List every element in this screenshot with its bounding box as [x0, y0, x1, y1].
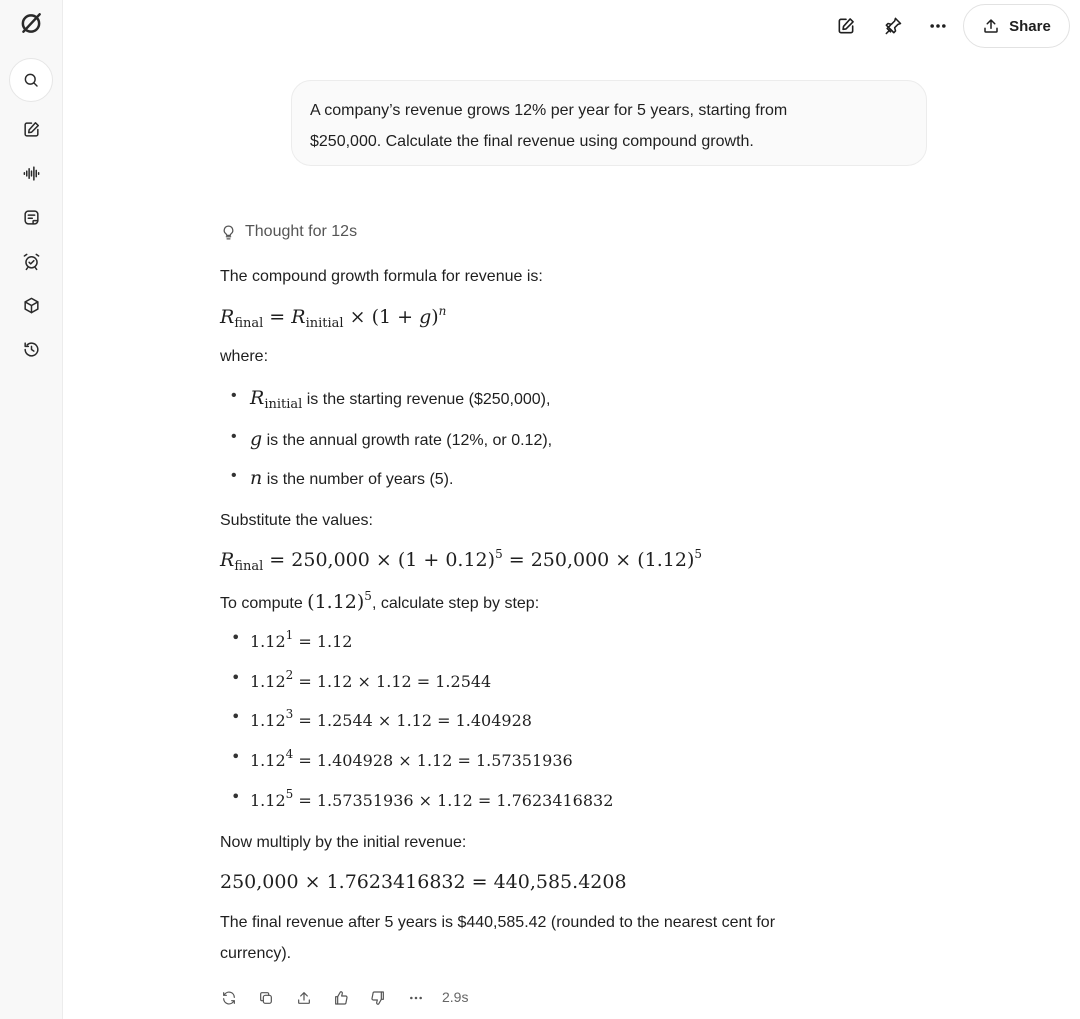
list-item: • $R_{initial}$ is the starting revenue ($250,000), — [231, 387, 550, 412]
history-icon — [22, 340, 41, 359]
multiply-label: Now multiply by the initial revenue: — [220, 834, 467, 851]
more-dots-icon — [408, 990, 424, 1006]
regenerate-icon — [221, 990, 237, 1006]
substitute-label: Substitute the values: — [220, 512, 373, 529]
copy-button[interactable] — [255, 987, 277, 1009]
conclusion-line: currency). — [220, 945, 292, 962]
more-options-button[interactable] — [924, 12, 952, 40]
where-label: where: — [220, 348, 269, 365]
more-dots-icon — [928, 16, 948, 36]
formula-result: 250,000 × 1.7623416832 = 440,585.4208 — [220, 871, 627, 893]
formula-substitution: $R_{final} = 250,000 \times (1 + 0.12)^5 = 250,000 \times (1.12)^5$ — [220, 547, 703, 574]
search-button[interactable] — [9, 58, 53, 102]
upload-icon — [296, 990, 312, 1006]
thumbs-up-button[interactable] — [330, 987, 352, 1009]
thought-toggle[interactable] — [220, 223, 357, 241]
tasks-icon — [22, 208, 41, 227]
edit-icon — [22, 120, 41, 139]
share-button[interactable] — [963, 4, 1070, 48]
history-button[interactable] — [16, 334, 46, 364]
share-label: Share — [1009, 17, 1051, 35]
alarm-icon — [22, 252, 41, 271]
edit-chat-button[interactable] — [832, 12, 860, 40]
thumbs-up-icon — [333, 990, 349, 1006]
copy-icon — [258, 990, 274, 1006]
edit-icon — [836, 16, 856, 36]
tasks-button[interactable] — [16, 202, 46, 232]
conclusion-line: The final revenue after 5 years is $440,585.42 (rounded to the nearest cent for — [220, 914, 776, 931]
user-message — [291, 80, 927, 166]
response-intro: The compound growth formula for revenue is: — [220, 268, 543, 285]
upload-icon — [982, 17, 1000, 35]
list-item: • $1.12^1 = 1.12$ — [231, 628, 352, 651]
lightbulb-icon — [220, 224, 237, 241]
list-item: • $1.12^3 = 1.2544 \times 1.12 = 1.404928$ — [231, 707, 532, 730]
new-chat-button[interactable] — [16, 114, 46, 144]
search-icon — [22, 71, 40, 89]
list-item: • $1.12^2 = 1.12 \times 1.12 = 1.2544$ — [231, 668, 491, 691]
pin-icon — [883, 16, 903, 36]
share-response-button[interactable] — [293, 987, 315, 1009]
list-item: • g is the annual growth rate (12%, or 0.12), — [231, 428, 552, 450]
user-message-line: A company’s revenue grows 12% per year for 5 years, starting from — [310, 102, 788, 119]
projects-button[interactable] — [16, 290, 46, 320]
list-item: • n is the number of years (5). — [231, 467, 453, 489]
user-message-line: $250,000. Calculate the final revenue using compound growth. — [310, 133, 754, 150]
voice-button[interactable] — [16, 158, 46, 188]
regenerate-button[interactable] — [218, 987, 240, 1009]
compute-label: To compute $(1.12)^5$, calculate step by step: — [220, 589, 540, 613]
sidebar — [0, 0, 63, 1019]
formula-main: $R_{final} = R_{initial} \times (1 + g)^n$ — [220, 304, 447, 331]
more-actions-button[interactable] — [405, 987, 427, 1009]
grok-logo-icon[interactable] — [14, 6, 48, 40]
thumbs-down-button[interactable] — [367, 987, 389, 1009]
pin-button[interactable] — [879, 12, 907, 40]
alarm-button[interactable] — [16, 246, 46, 276]
cube-icon — [22, 296, 41, 315]
list-item: • $1.12^5 = 1.57351936 \times 1.12 = 1.7623416832$ — [231, 787, 613, 810]
voice-icon — [22, 164, 41, 183]
response-time: 2.9s — [442, 989, 469, 1005]
list-item: • $1.12^4 = 1.404928 \times 1.12 = 1.57351936$ — [231, 747, 573, 770]
thought-label: Thought for 12s — [245, 223, 358, 240]
thumbs-down-icon — [370, 990, 386, 1006]
